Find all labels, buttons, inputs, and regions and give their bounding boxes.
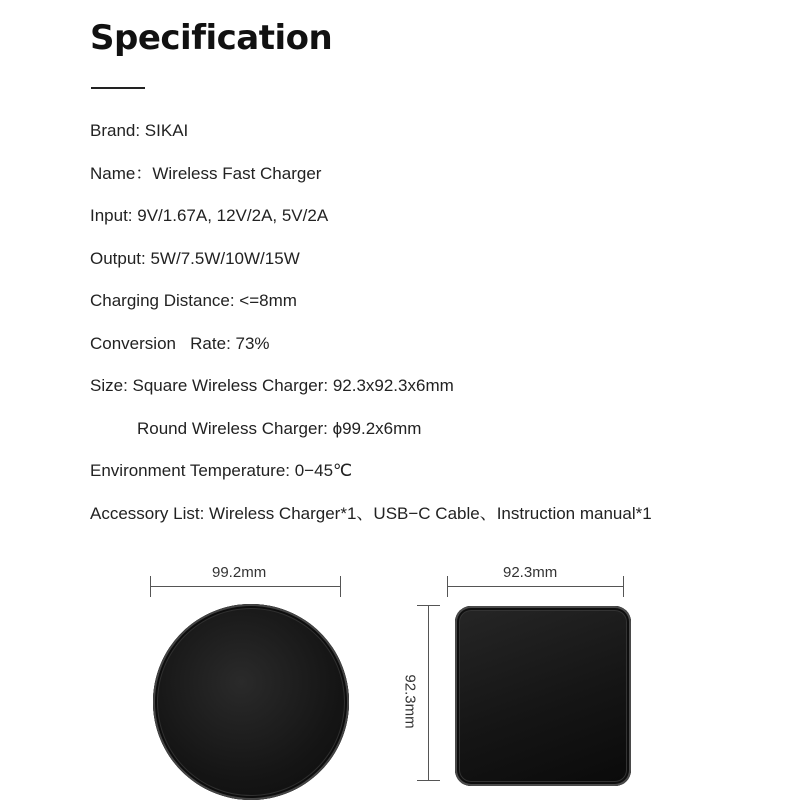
spec-accessory-list: Accessory List: Wireless Charger*1、USB−C Cable、Instruction manual*1 bbox=[90, 504, 652, 523]
round-width-line bbox=[150, 586, 341, 587]
square-height-line bbox=[428, 605, 429, 781]
spec-output: Output: 5W/7.5W/10W/15W bbox=[90, 249, 300, 268]
square-width-label: 92.3mm bbox=[503, 564, 558, 581]
spec-size-square: Size: Square Wireless Charger: 92.3x92.3x6mm bbox=[90, 376, 454, 395]
square-height-tick-top bbox=[417, 605, 440, 606]
square-wireless-charger-image bbox=[455, 606, 631, 786]
square-height-tick-bottom bbox=[417, 780, 440, 781]
spec-temperature: Environment Temperature: 0−45℃ bbox=[90, 461, 353, 480]
spec-name: Name：Wireless Fast Charger bbox=[90, 164, 322, 183]
spec-conversion-rate: Conversion Rate: 73% bbox=[90, 334, 270, 353]
round-wireless-charger-image bbox=[153, 604, 349, 800]
round-width-label: 99.2mm bbox=[212, 564, 267, 581]
spec-brand: Brand: SIKAI bbox=[90, 121, 189, 140]
spec-size-round: Round Wireless Charger: ϕ99.2x6mm bbox=[137, 419, 422, 438]
square-width-tick-right bbox=[623, 576, 624, 597]
square-width-tick-left bbox=[447, 576, 448, 597]
spec-input: Input: 9V/1.67A, 12V/2A, 5V/2A bbox=[90, 206, 329, 225]
round-width-tick-right bbox=[340, 576, 341, 597]
spec-charging-distance: Charging Distance: <=8mm bbox=[90, 291, 297, 310]
title-underline bbox=[91, 87, 145, 89]
page-title: Specification bbox=[90, 18, 333, 58]
round-width-tick-left bbox=[150, 576, 151, 597]
square-width-line bbox=[447, 586, 624, 587]
square-height-label: 92.3mm bbox=[401, 674, 419, 729]
